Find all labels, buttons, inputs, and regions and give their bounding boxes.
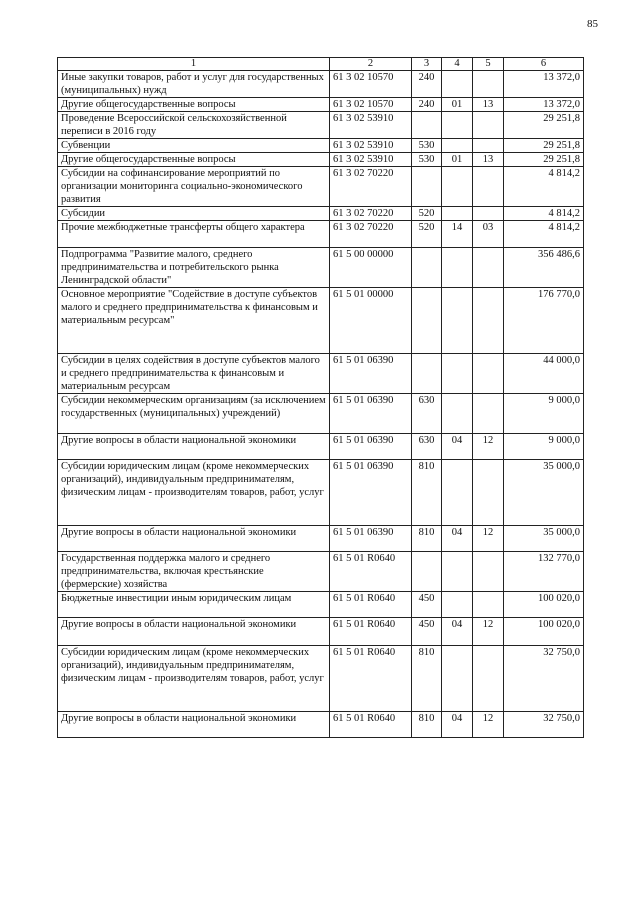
table-row [58,552,584,592]
row-amount: 35 000,0 [504,526,584,552]
row-amount: 4 814,2 [504,207,584,221]
row-name: Иные закупки товаров, работ и услуг для государственных (муниципальных) нужд [58,71,330,98]
row-amount: 4 814,2 [504,221,584,248]
column-header: 3 [412,58,442,71]
table-row [58,98,584,112]
row-expense-type: 520 [412,221,442,248]
table-row [58,618,584,646]
table-row [58,712,584,738]
row-subsection [473,207,504,221]
table-header-row [58,58,584,71]
row-subsection [473,592,504,618]
row-section [442,112,473,139]
row-section [442,288,473,354]
row-subsection: 13 [473,98,504,112]
row-subsection: 12 [473,618,504,646]
table-row [58,167,584,207]
row-section [442,248,473,288]
row-section [442,592,473,618]
row-subsection [473,71,504,98]
row-expense-type: 810 [412,712,442,738]
table-row [58,460,584,526]
row-subsection [473,112,504,139]
row-expense-type: 810 [412,460,442,526]
row-subsection [473,167,504,207]
table-row [58,646,584,712]
row-amount: 35 000,0 [504,460,584,526]
row-section [442,552,473,592]
row-name: Другие общегосударственные вопросы [58,98,330,112]
row-code: 61 3 02 53910 [330,139,412,153]
row-name: Другие общегосударственные вопросы [58,153,330,167]
table-row [58,526,584,552]
row-section [442,207,473,221]
row-amount: 32 750,0 [504,712,584,738]
row-code: 61 3 02 53910 [330,153,412,167]
row-section [442,167,473,207]
row-subsection [473,139,504,153]
row-section [442,354,473,394]
row-name: Государственная поддержка малого и среднего предпринимательства, включая крестьянские (фермерские) хозяйства [58,552,330,592]
row-subsection [473,646,504,712]
row-subsection [473,354,504,394]
row-subsection [473,552,504,592]
row-amount: 29 251,8 [504,139,584,153]
table-row [58,139,584,153]
row-name: Другие вопросы в области национальной экономики [58,618,330,646]
row-name: Субсидии на софинансирование мероприятий по организации мониторинга социально-экономического развития [58,167,330,207]
column-header: 4 [442,58,473,71]
table-row [58,394,584,434]
row-expense-type: 530 [412,153,442,167]
row-section [442,460,473,526]
row-expense-type: 630 [412,434,442,460]
row-name: Субвенции [58,139,330,153]
row-amount: 32 750,0 [504,646,584,712]
row-name: Основное мероприятие "Содействие в доступе субъектов малого и среднего предпринимательства к финансовым и материальным ресурсам" [58,288,330,354]
row-section: 04 [442,712,473,738]
row-amount: 13 372,0 [504,98,584,112]
row-subsection [473,248,504,288]
row-code: 61 5 01 R0640 [330,646,412,712]
column-header: 1 [58,58,330,71]
row-section [442,71,473,98]
row-name: Подпрограмма "Развитие малого, среднего предпринимательства и потребительского рынка Ленинградской области" [58,248,330,288]
column-header: 2 [330,58,412,71]
table-row [58,592,584,618]
row-code: 61 5 01 06390 [330,460,412,526]
table-row [58,71,584,98]
row-amount: 9 000,0 [504,434,584,460]
row-section [442,646,473,712]
page-number: 85 [587,18,598,30]
row-subsection: 03 [473,221,504,248]
budget-table [57,57,584,738]
row-subsection: 12 [473,526,504,552]
row-expense-type: 530 [412,139,442,153]
row-name: Другие вопросы в области национальной экономики [58,712,330,738]
row-code: 61 3 02 70220 [330,221,412,248]
row-code: 61 3 02 70220 [330,207,412,221]
row-name: Бюджетные инвестиции иным юридическим лицам [58,592,330,618]
row-code: 61 3 02 10570 [330,98,412,112]
row-name: Другие вопросы в области национальной экономики [58,526,330,552]
row-code: 61 3 02 70220 [330,167,412,207]
row-code: 61 5 01 06390 [330,526,412,552]
row-subsection [473,394,504,434]
row-expense-type [412,552,442,592]
row-expense-type [412,288,442,354]
table-row [58,248,584,288]
row-name: Субсидии юридическим лицам (кроме некоммерческих организаций), индивидуальным предпринимателям, физическим лицам - производителям товаров, работ, услуг [58,460,330,526]
row-section: 14 [442,221,473,248]
row-expense-type [412,112,442,139]
row-amount: 29 251,8 [504,112,584,139]
row-amount: 9 000,0 [504,394,584,434]
row-subsection [473,460,504,526]
table-row [58,434,584,460]
row-code: 61 5 01 R0640 [330,552,412,592]
row-expense-type: 450 [412,618,442,646]
row-expense-type [412,248,442,288]
row-section [442,139,473,153]
table-row [58,221,584,248]
row-code: 61 5 00 00000 [330,248,412,288]
row-amount: 13 372,0 [504,71,584,98]
row-amount: 44 000,0 [504,354,584,394]
row-amount: 100 020,0 [504,618,584,646]
row-expense-type [412,354,442,394]
row-expense-type: 240 [412,71,442,98]
row-name: Прочие межбюджетные трансферты общего характера [58,221,330,248]
row-name: Субсидии [58,207,330,221]
row-code: 61 5 01 06390 [330,394,412,434]
row-code: 61 5 01 R0640 [330,592,412,618]
column-header: 5 [473,58,504,71]
row-code: 61 3 02 53910 [330,112,412,139]
row-amount: 356 486,6 [504,248,584,288]
row-code: 61 5 01 R0640 [330,618,412,646]
row-name: Субсидии в целях содействия в доступе субъектов малого и среднего предпринимательства к финансовым и материальным ресурсам [58,354,330,394]
row-amount: 132 770,0 [504,552,584,592]
row-subsection: 13 [473,153,504,167]
row-expense-type: 450 [412,592,442,618]
row-section: 01 [442,98,473,112]
row-subsection: 12 [473,434,504,460]
table-row [58,112,584,139]
row-amount: 29 251,8 [504,153,584,167]
row-amount: 176 770,0 [504,288,584,354]
row-subsection: 12 [473,712,504,738]
row-amount: 4 814,2 [504,167,584,207]
row-section: 01 [442,153,473,167]
row-expense-type: 520 [412,207,442,221]
row-code: 61 5 01 06390 [330,354,412,394]
row-name: Субсидии некоммерческим организациям (за исключением государственных (муниципальных) учреждений) [58,394,330,434]
row-code: 61 3 02 10570 [330,71,412,98]
row-code: 61 5 01 06390 [330,434,412,460]
row-expense-type: 630 [412,394,442,434]
row-expense-type: 240 [412,98,442,112]
row-name: Другие вопросы в области национальной экономики [58,434,330,460]
table-row [58,207,584,221]
row-code: 61 5 01 00000 [330,288,412,354]
row-name: Проведение Всероссийской сельскохозяйственной переписи в 2016 году [58,112,330,139]
table-row [58,288,584,354]
column-header: 6 [504,58,584,71]
row-subsection [473,288,504,354]
table-row [58,153,584,167]
row-amount: 100 020,0 [504,592,584,618]
row-section: 04 [442,618,473,646]
row-name: Субсидии юридическим лицам (кроме некоммерческих организаций), индивидуальным предпринимателям, физическим лицам - производителям товаров, работ, услуг [58,646,330,712]
row-expense-type: 810 [412,646,442,712]
row-expense-type: 810 [412,526,442,552]
row-code: 61 5 01 R0640 [330,712,412,738]
row-section: 04 [442,526,473,552]
row-expense-type [412,167,442,207]
row-section: 04 [442,434,473,460]
row-section [442,394,473,434]
table-row [58,354,584,394]
